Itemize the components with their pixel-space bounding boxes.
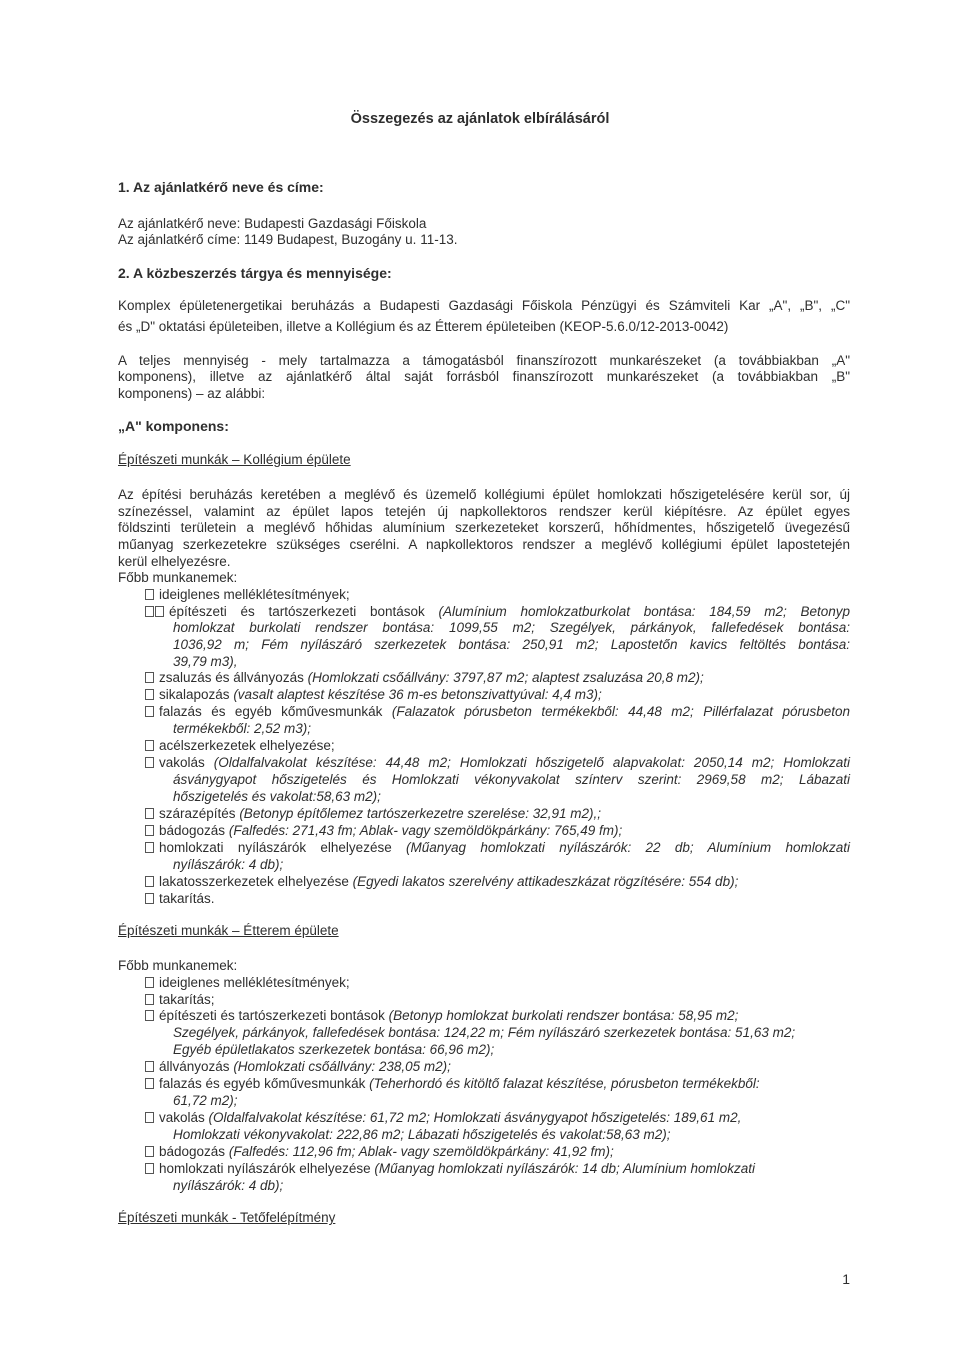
list-item-continuation: hőszigetelés és vakolat:58,63 m2); [173,789,381,804]
list-item: homlokzati nyílászárók elhelyezése (Műanyag homlokzati nyílászárók: 14 db; Alumínium homlokzati [145,1161,850,1177]
checkbox-icon [145,1061,154,1072]
list-item: falazás és egyéb kőművesmunkák (Falazatok pórusbeton termékekből: 44,48 m2; Pillérfalazat pórusbeton [145,704,850,720]
subject-paragraph-line: és „D" oktatási épületeiben, illetve a Kollégium és az Étterem épületeiben (KEOP-5.6.0/12-2013-0042) [118,319,729,334]
checkbox-icon [145,1146,154,1157]
list-item-continuation: ásványgyapot hőszigetelés és Homlokzati vékonyvakolat színterv szerint: 2969,58 m2; Lábazati [173,772,850,787]
list-item: építészeti és tartószerkezeti bontások (Betonyp homlokzat burkolati rendszer bontása: 58,95 m2; [145,1008,850,1024]
subject-paragraph-line: Komplex épületenergetikai beruházás a Budapesti Gazdasági Főiskola Pénzügyi és Számviteli Kar „A", „B", „C" [118,298,850,313]
contracting-authority-name: Az ajánlatkérő neve: Budapesti Gazdasági Főiskola [118,216,427,231]
etterem-main-works-label: Főbb munkanemek: [118,958,238,973]
checkbox-icon [155,606,164,617]
checkbox-icon [145,842,154,853]
list-item-continuation: 39,79 m3), [173,654,238,669]
list-item: zsaluzás és állványozás (Homlokzati csőállvány: 3797,87 m2; alaptest zsaluzása 20,8 m2); [145,670,850,686]
kollegium-paragraph-line: műanyag szerkezetekre szükséges cserélni. A napkollektoros rendszer a meglévő kollégiumi épület lapostetején [118,537,850,552]
contracting-authority-address: Az ajánlatkérő címe: 1149 Budapest, Buzogány u. 11-13. [118,232,458,247]
page-number: 1 [842,1271,850,1287]
list-item: bádogozás (Falfedés: 271,43 fm; Ablak- vagy szemöldökpárkány: 765,49 fm); [145,823,850,839]
checkbox-icon [145,706,154,717]
quantity-paragraph-line: A teljes mennyiség - mely tartalmazza a támogatásból finanszírozott munkarészeket (a továbbiakban „A" [118,353,850,368]
checkbox-icon [145,876,154,887]
kollegium-paragraph-line: kerül elhelyezésre. [118,554,231,569]
list-item-continuation: nyílászárók: 4 db); [173,1178,284,1193]
checkbox-icon [145,1163,154,1174]
checkbox-icon [145,994,154,1005]
checkbox-icon [145,606,154,617]
document-title: Összegezés az ajánlatok elbírálásáról [350,111,610,127]
list-item: lakatosszerkezetek elhelyezése (Egyedi lakatos szerelvény attikadeszkázat rögzítésére: 554 db); [145,874,850,890]
list-item: állványozás (Homlokzati csőállvány: 238,05 m2); [145,1059,850,1075]
section-2-heading: 2. A közbeszerzés tárgya és mennyisége: [118,265,392,281]
checkbox-icon [145,1078,154,1089]
kollegium-main-works-label: Főbb munkanemek: [118,570,238,585]
list-item: sikalapozás (vasalt alaptest készítése 36 m-es betonszivattyúval: 4,4 m3); [145,687,850,703]
list-item-continuation: Szegélyek, párkányok, fallefedések bontása: 124,22 m; Fém nyílászáró szerkezetek bontása: 51,63 m2; [173,1025,796,1040]
checkbox-icon [145,589,154,600]
checkbox-icon [145,977,154,988]
checkbox-icon [145,689,154,700]
list-item: homlokzati nyílászárók elhelyezése (Műanyag homlokzati nyílászárók: 22 db; Alumínium homlokzati [145,840,850,856]
checkbox-icon [145,1010,154,1021]
list-item: acélszerkezetek elhelyezése; [145,738,850,754]
checkbox-icon [145,825,154,836]
list-item-continuation: 1036,92 m; Fém nyílászáró szerkezetek bontása: 250,91 m2; Lapostetőn kavics feltöltés bontása: [173,637,850,652]
list-item: takarítás; [145,992,850,1008]
list-item: bádogozás (Falfedés: 112,96 fm; Ablak- vagy szemöldökpárkány: 41,92 fm); [145,1144,850,1160]
list-item: ideiglenes melléklétesítmények; [145,975,850,991]
list-item-continuation: nyílászárók: 4 db); [173,857,284,872]
list-item: ideiglenes melléklétesítmények; [145,587,850,603]
list-item-continuation: Homlokzati vékonyvakolat: 222,86 m2; Lábazati hőszigetelés és vakolat:58,63 m2); [173,1127,671,1142]
list-item: takarítás. [145,891,850,907]
checkbox-icon [145,672,154,683]
list-item-continuation: 61,72 m2); [173,1093,238,1108]
list-item: falazás és egyéb kőművesmunkák (Teherhordó és kitöltő falazat készítése, pórusbeton termékekből: [145,1076,850,1092]
kollegium-paragraph-line: színezéssel, valamint az épület lapos tetején új napkollektoros rendszer kerül kiépítésre. Az épület egyes [118,504,850,519]
checkbox-icon [145,757,154,768]
quantity-paragraph-line: komponens), illetve az ajánlatkérő által saját forrásból finanszírozott munkarészeket (a továbbiakban „B" [118,369,850,384]
list-item: vakolás (Oldalfalvakolat készítése: 44,48 m2; Homlokzati hőszigetelő alapvakolat: 2050,14 m2; Homlokzati [145,755,850,771]
list-item-continuation: Egyéb épületlakatos szerkezetek bontása: 66,96 m2); [173,1042,495,1057]
list-item: szárazépítés (Betonyp építőlemez tartószerkezetre szerelése: 32,91 m2),; [145,806,850,822]
component-a-heading: „A" komponens: [118,418,229,434]
checkbox-icon [145,740,154,751]
list-item: építészeti és tartószerkezeti bontások (Alumínium homlokzatburkolat bontása: 184,59 m2; Betonyp [145,604,850,620]
quantity-paragraph-line: komponens) – az alábbi: [118,386,266,401]
tetofelepitmeny-heading: Építészeti munkák - Tetőfelépítmény [118,1210,336,1225]
list-item-continuation: termékekből: 2,52 m3); [173,721,312,736]
etterem-heading: Építészeti munkák – Étterem épülete [118,923,339,938]
checkbox-icon [145,893,154,904]
checkbox-icon [145,1112,154,1123]
kollegium-paragraph-line: földszinti területein a meglévő hőhidas alumínium szerkezeteket korszerű, hőhídmentes, hőszigetelő üvegezésű [118,520,850,535]
kollegium-heading: Építészeti munkák – Kollégium épülete [118,452,351,467]
kollegium-paragraph-line: Az építési beruházás keretében a meglévő és üzemelő kollégiumi épület homlokzati hőszigetelésére kerül sor, új [118,487,850,502]
list-item: vakolás (Oldalfalvakolat készítése: 61,72 m2; Homlokzati ásványgyapot hőszigetelés: 189,61 m2, [145,1110,850,1126]
list-item-continuation: homlokzat burkolati rendszer bontása: 1099,55 m2; Szegélyek, párkányok, fallefedések bontása: [173,620,850,635]
section-1-heading: 1. Az ajánlatkérő neve és címe: [118,179,324,195]
checkbox-icon [145,808,154,819]
